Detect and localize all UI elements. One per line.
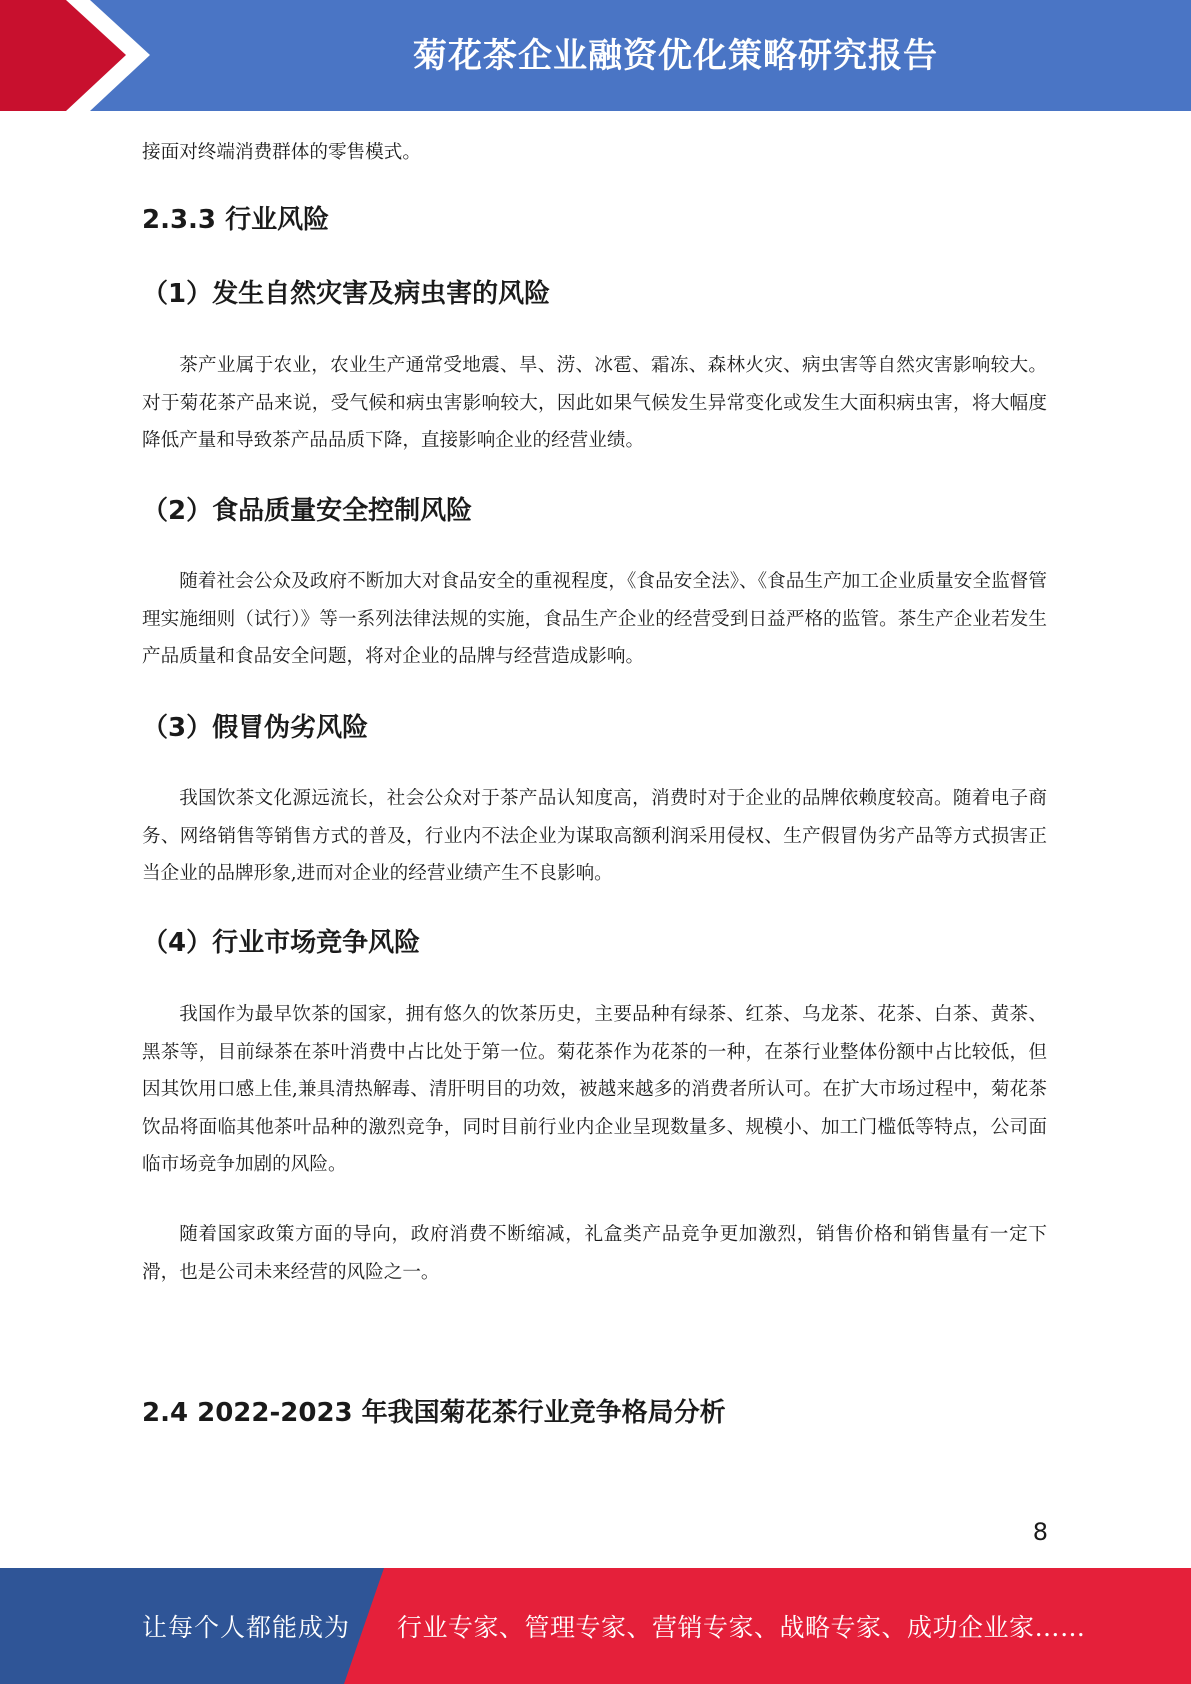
paragraph-policy-direction: 随着国家政策方面的导向，政府消费不断缩减，礼盒类产品竞争更加激烈，销售价格和销售量有一定下滑，也是公司未来经营的风险之一。 (142, 1224, 1047, 1283)
paragraph-food-safety: 随着社会公众及政府不断加大对食品安全的重视程度，《食品安全法》、《食品生产加工企业质量安全监督管理实施细则（试行）》等一系列法律法规的实施，食品生产企业的经营受到日益严格的监管。茶生产企业若发生产品质量和食品安全问题，将对企业的品牌与经营造成影响。 (142, 571, 1047, 667)
page-header (0, 0, 1191, 111)
subsection-heading-4: （4）行业市场竞争风险 (142, 928, 421, 958)
footer-slogan-right: 行业专家、管理专家、营销专家、战略专家、成功企业家…… (397, 1613, 1086, 1642)
subsection-heading-2: （2）食品质量安全控制风险 (142, 496, 473, 526)
paragraph-natural-disaster: 茶产业属于农业，农业生产通常受地震、旱、涝、冰雹、霜冻、森林火灾、病虫害等自然灾害影响较大。对于菊花茶产品来说，受气候和病虫害影响较大，因此如果气候发生异常变化或发生大面积病虫害，将大幅度降低产量和导致茶产品品质下降，直接影响企业的经营业绩。 (142, 355, 1047, 451)
paragraph-market-competition: 我国作为最早饮茶的国家，拥有悠久的饮茶历史，主要品种有绿茶、红茶、乌龙茶、花茶、白茶、黄茶、黑茶等，目前绿茶在茶叶消费中占比处于第一位。菊花茶作为花茶的一种，在茶行业整体份额中占比较低，但因其饮用口感上佳,兼具清热解毒、清肝明目的功效，被越来越多的消费者所认可。在扩大市场过程中，菊花茶饮品将面临其他茶叶品种的激烈竞争，同时目前行业内企业呈现数量多、规模小、加工门槛低等特点，公司面临市场竞争加剧的风险。 (142, 1004, 1047, 1175)
subsection-heading-3: （3）假冒伪劣风险 (142, 713, 369, 743)
lead-text: 接面对终端消费群体的零售模式。 (142, 142, 421, 163)
paragraph-counterfeit: 我国饮茶文化源远流长，社会公众对于茶产品认知度高，消费时对于企业的品牌依赖度较高。随着电子商务、网络销售等销售方式的普及，行业内不法企业为谋取高额利润采用侵权、生产假冒伪劣产品等方式损害正当企业的品牌形象,进而对企业的经营业绩产生不良影响。 (142, 788, 1047, 884)
section-heading-2-4: 2.4 2022-2023 年我国菊花茶行业竞争格局分析 (142, 1398, 726, 1428)
section-heading-2-3-3: 2.3.3 行业风险 (142, 205, 330, 235)
page-number: 8 (1032, 1518, 1048, 1546)
report-title: 菊花茶企业融资优化策略研究报告 (413, 36, 938, 76)
page-footer (0, 1568, 1191, 1684)
footer-slogan-left: 让每个人都能成为 (142, 1613, 351, 1642)
subsection-heading-1: （1）发生自然灾害及病虫害的风险 (142, 279, 551, 309)
